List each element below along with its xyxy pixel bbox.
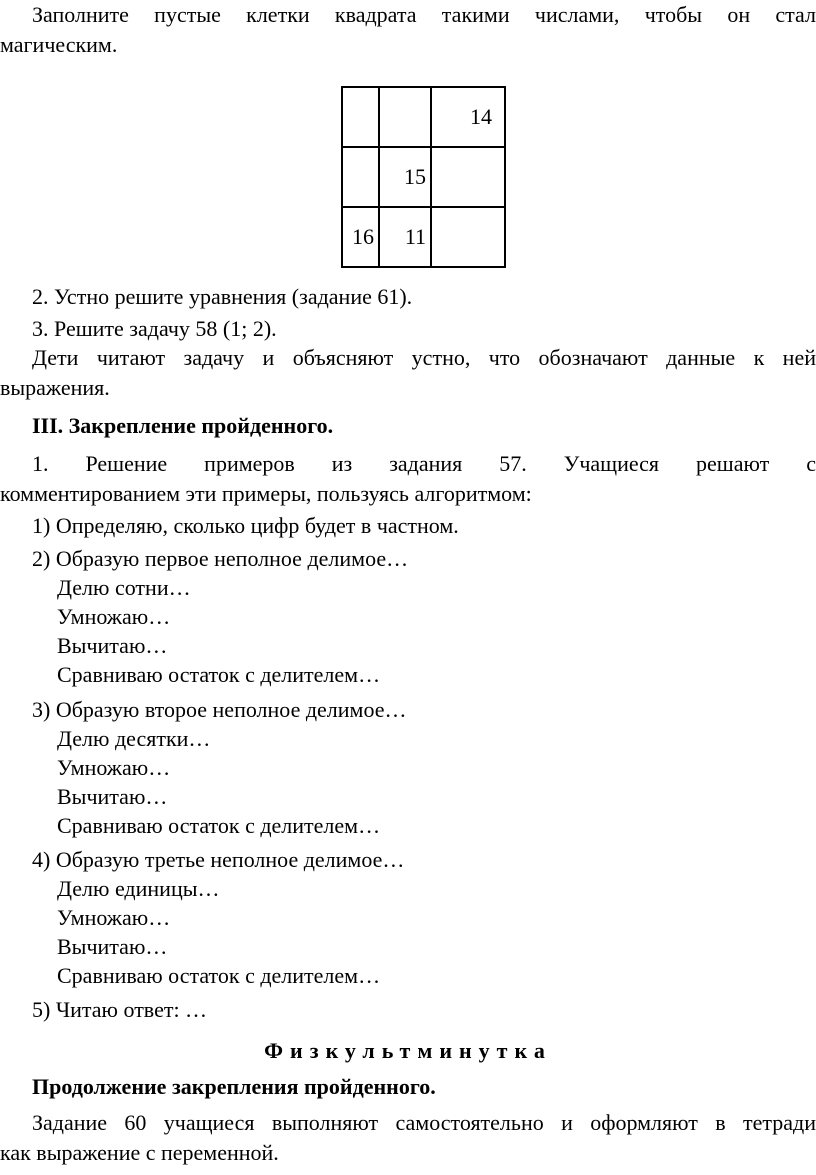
algorithm-substep: Вычитаю… [57,633,168,658]
magic-cell: 15 [379,147,431,207]
algorithm-substep: Сравниваю остаток с делителем… [57,813,381,838]
magic-cell[interactable] [431,207,505,267]
task-3: 3. Решите задачу 58 (1; 2). [32,316,277,341]
magic-cell[interactable] [342,87,379,147]
magic-square-row [342,147,505,207]
algorithm-substep: Вычитаю… [57,934,168,959]
algorithm-substep: Делю единицы… [57,876,220,901]
intro-line-1: Заполните пустые клетки квадрата такими числами, чтобы он стал [32,2,816,27]
fizminutka-heading: Физкультминутка [264,1038,552,1063]
magic-square [341,86,506,268]
magic-cell: 14 [431,87,505,147]
magic-cell[interactable] [431,147,505,207]
section-p1-line-2: комментированием эти примеры, пользуясь алгоритмом: [0,481,532,506]
algorithm-step-3: 3) Образую второе неполное делимое… [32,697,407,722]
algorithm-substep: Сравниваю остаток с делителем… [57,963,381,988]
algorithm-substep: Делю сотни… [57,575,191,600]
magic-square-row [342,207,505,267]
magic-square-row [342,87,505,147]
kids-line-2: выражения. [0,375,110,400]
algorithm-substep: Сравниваю остаток с делителем… [57,662,381,687]
algorithm-substep: Умножаю… [57,604,171,629]
section-p1-line-1: 1. Решение примеров из задания 57. Учащиеся решают с [32,451,816,476]
algorithm-step-5: 5) Читаю ответ: … [32,997,208,1022]
continuation-heading: Продолжение закрепления пройденного. [32,1074,436,1099]
algorithm-step-4: 4) Образую третье неполное делимое… [32,847,405,872]
magic-cell: 16 [342,207,379,267]
algorithm-substep: Делю десятки… [57,726,211,751]
algorithm-substep: Умножаю… [57,755,171,780]
magic-cell: 11 [379,207,431,267]
intro-line-2: магическим. [0,32,118,57]
continuation-line-1: Задание 60 учащиеся выполняют самостоятельно и оформляют в тетради [32,1110,816,1135]
magic-cell[interactable] [379,87,431,147]
continuation-line-2: как выражение с переменной. [0,1140,279,1165]
task-2: 2. Устно решите уравнения (задание 61). [32,284,413,309]
algorithm-step-1: 1) Определяю, сколько цифр будет в частном. [32,513,459,538]
magic-cell[interactable] [342,147,379,207]
algorithm-substep: Вычитаю… [57,784,168,809]
section-heading: III. Закрепление пройденного. [32,413,334,438]
kids-line-1: Дети читают задачу и объясняют устно, что обозначают данные к ней [32,345,816,370]
algorithm-substep: Умножаю… [57,905,171,930]
algorithm-step-2: 2) Образую первое неполное делимое… [32,546,409,571]
